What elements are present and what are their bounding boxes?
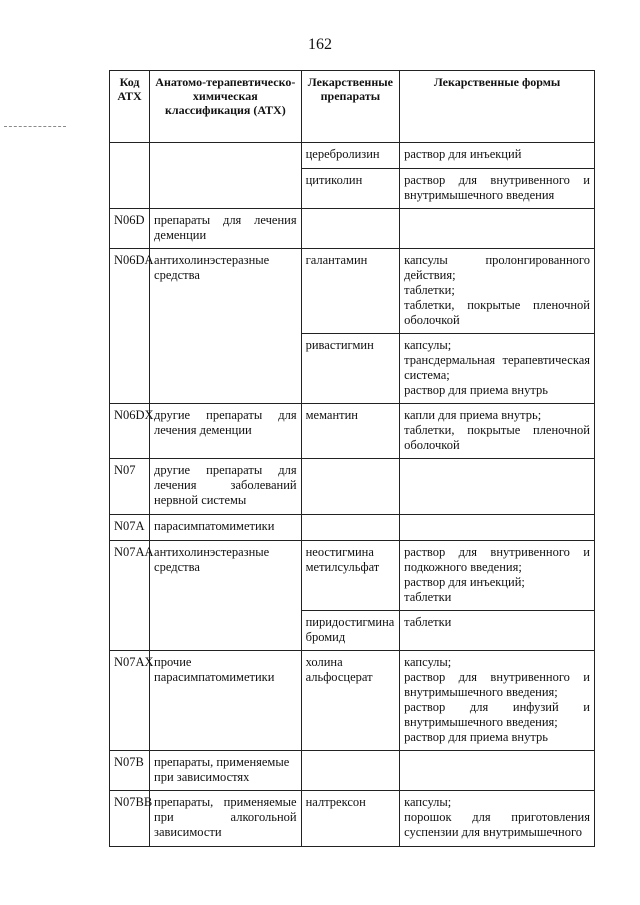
- cell-forms: [400, 404, 595, 459]
- cell-forms: [400, 541, 595, 611]
- form-line: раствор для инъекций;: [404, 575, 525, 589]
- header-drugs: Лекарственные препараты: [301, 71, 400, 143]
- table-row: [110, 249, 595, 334]
- cell-forms: [400, 751, 595, 791]
- cell-code: [110, 143, 150, 209]
- table-row: [110, 209, 595, 249]
- cell-forms: [400, 169, 595, 209]
- cell-drug: ривастигмин: [301, 334, 400, 404]
- table-row: [110, 651, 595, 751]
- cell-forms: [400, 791, 595, 847]
- form-line: таблетки: [404, 590, 452, 604]
- form-line: капсулы;: [404, 795, 452, 809]
- form-line: порошок для приготовления суспензии для внутримышечного: [404, 810, 590, 839]
- cell-forms: [400, 209, 595, 249]
- cell-classification: антихолинэстеразные средства: [150, 541, 302, 651]
- cell-code: N07AA: [110, 541, 150, 651]
- cell-drug: цитиколин: [301, 169, 400, 209]
- form-line: раствор для внутривенного и внутримышечного введения: [404, 173, 590, 202]
- header-classification: Анатомо-терапевтическо-химическая классификация (АТХ): [150, 71, 302, 143]
- cell-classification: [150, 143, 302, 209]
- cell-classification: другие препараты для лечения заболеваний нервной системы: [150, 459, 302, 515]
- table-row: [110, 541, 595, 611]
- form-line: капсулы;: [404, 655, 452, 669]
- cell-drug: церебролизин: [301, 143, 400, 169]
- cell-drug: [301, 751, 400, 791]
- cell-drug: [301, 209, 400, 249]
- cell-classification: прочие парасимпатомиметики: [150, 651, 302, 751]
- cell-drug: пиридостигмина бромид: [301, 611, 400, 651]
- cell-code: N06D: [110, 209, 150, 249]
- cell-code: N07B: [110, 751, 150, 791]
- cell-drug: неостигмина метилсульфат: [301, 541, 400, 611]
- form-line: раствор для внутривенного и подкожного введения;: [404, 545, 590, 574]
- form-line: таблетки;: [404, 283, 455, 297]
- table-row: [110, 143, 595, 169]
- cell-classification: препараты для лечения деменции: [150, 209, 302, 249]
- cell-classification: парасимпатомиметики: [150, 515, 302, 541]
- form-line: раствор для приема внутрь: [404, 383, 548, 397]
- cell-forms: [400, 334, 595, 404]
- cell-code: N07: [110, 459, 150, 515]
- atx-table: [109, 70, 595, 847]
- table-row: [110, 751, 595, 791]
- cell-drug: налтрексон: [301, 791, 400, 847]
- page-number: 162: [308, 36, 332, 53]
- cell-drug: галантамин: [301, 249, 400, 334]
- cell-code: N07AX: [110, 651, 150, 751]
- cell-classification: другие препараты для лечения деменции: [150, 404, 302, 459]
- header-code: Код АТХ: [110, 71, 150, 143]
- cell-code: N07BB: [110, 791, 150, 847]
- cell-code: N07A: [110, 515, 150, 541]
- cell-forms: [400, 249, 595, 334]
- cell-code: N06DA: [110, 249, 150, 404]
- form-line: капсулы пролонгированного действия;: [404, 253, 590, 282]
- cell-classification: антихолинэстеразные средства: [150, 249, 302, 404]
- cell-forms: [400, 611, 595, 651]
- table-row: [110, 459, 595, 515]
- cell-drug: [301, 515, 400, 541]
- form-line: раствор для внутривенного и внутримышечного введения;: [404, 670, 590, 699]
- cell-drug: [301, 459, 400, 515]
- form-line: капсулы;: [404, 338, 452, 352]
- cell-drug: холина альфосцерат: [301, 651, 400, 751]
- cell-forms: [400, 515, 595, 541]
- scan-artifact-line: [4, 126, 66, 127]
- form-line: таблетки: [404, 615, 452, 629]
- form-line: трансдермальная терапевтическая система;: [404, 353, 590, 382]
- form-line: раствор для инфузий и внутримышечного введения;: [404, 700, 590, 729]
- form-line: таблетки, покрытые пленочной оболочкой: [404, 298, 590, 327]
- form-line: раствор для инъекций: [404, 147, 522, 161]
- cell-drug: мемантин: [301, 404, 400, 459]
- table-header-row: [110, 71, 595, 143]
- table-row: [110, 404, 595, 459]
- cell-classification: препараты, применяемые при зависимостях: [150, 751, 302, 791]
- cell-forms: [400, 651, 595, 751]
- cell-code: N06DX: [110, 404, 150, 459]
- table-row: [110, 791, 595, 847]
- table-row: [110, 515, 595, 541]
- form-line: таблетки, покрытые пленочной оболочкой: [404, 423, 590, 452]
- cell-classification: препараты, применяемые при алкогольной зависимости: [150, 791, 302, 847]
- cell-forms: [400, 459, 595, 515]
- header-forms: Лекарственные формы: [400, 71, 595, 143]
- form-line: раствор для приема внутрь: [404, 730, 548, 744]
- cell-forms: [400, 143, 595, 169]
- form-line: капли для приема внутрь;: [404, 408, 542, 422]
